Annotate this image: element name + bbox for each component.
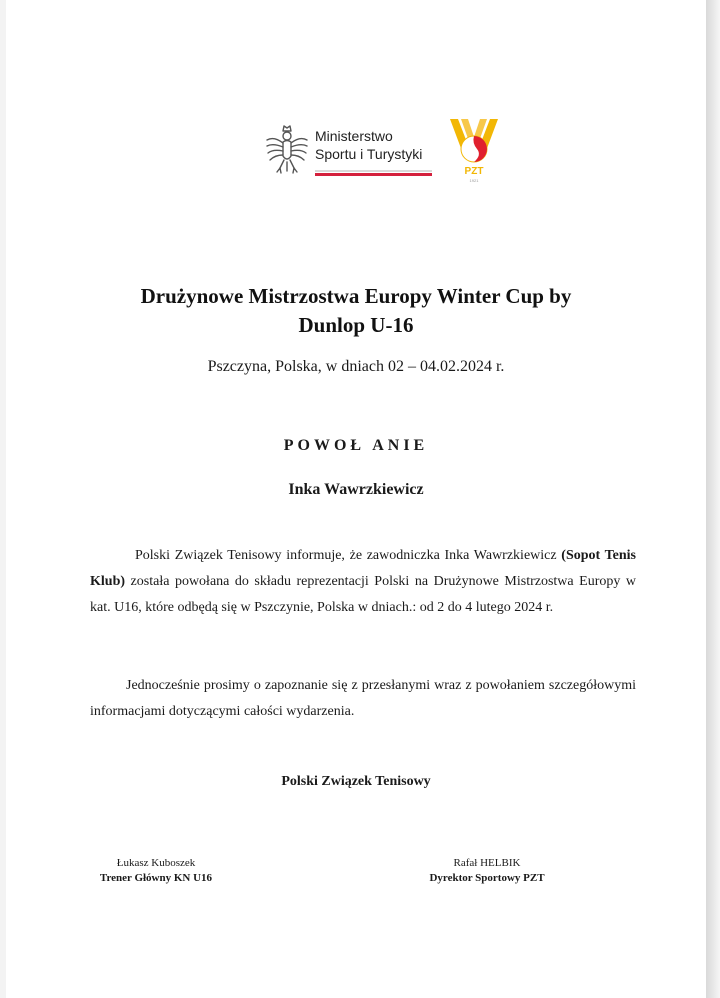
paragraph-info xyxy=(90,673,636,725)
signature-right xyxy=(402,856,572,886)
signature-right-name: Rafał HELBIK xyxy=(453,857,521,869)
paragraph-callup xyxy=(90,543,636,621)
paragraph1-rest: została powołana do składu reprezentacji Polski na Drużynowe Mistrzostwa Europy w kat. U16, które odbędą się w Pszczynie, Polska w dniach.: od 2 do 4 lutego 2024 r. xyxy=(90,574,637,615)
ministry-name xyxy=(315,127,422,163)
signature-right-role: Dyrektor Sportowy PZT xyxy=(429,872,545,884)
organization-name: Polski Związek Tenisowy xyxy=(281,774,431,789)
paragraph2-text: Jednocześnie prosimy o zapoznanie się z przesłanymi wraz z powołaniem szczegółowymi informacjami dotyczącymi całości wydarzenia. xyxy=(90,678,636,719)
signature-left-role: Trener Główny KN U16 xyxy=(99,872,213,884)
title-line-2: Dunlop U-16 xyxy=(298,313,414,337)
signature-left-name: Łukasz Kuboszek xyxy=(116,857,196,869)
paragraph1-start: Polski Związek Tenisowy informuje, że zawodniczka Inka Wawrzkiewicz xyxy=(135,548,557,563)
player-name: Inka Wawrzkiewicz xyxy=(288,481,424,498)
document-heading: POWOŁ ANIE xyxy=(283,437,429,454)
pzt-logo-year: 1921 xyxy=(469,178,479,183)
ministry-name-line1: Ministerstwo xyxy=(315,128,393,144)
pzt-logo-text: PZT xyxy=(464,166,484,177)
ministry-name-line2: Sportu i Turystyki xyxy=(315,146,423,162)
page-edge-shadow xyxy=(706,0,720,998)
pzt-emblem-icon xyxy=(446,115,502,185)
club-name: (Sopot Tenis Klub) xyxy=(90,548,636,589)
polish-eagle-icon xyxy=(264,122,310,176)
signature-left xyxy=(72,856,240,886)
flag-bar xyxy=(315,170,432,177)
title-line-1: Drużynowe Mistrzostwa Europy Winter Cup by xyxy=(140,284,572,308)
event-location-dates: Pszczyna, Polska, w dniach 02 – 04.02.2024 r. xyxy=(207,358,505,375)
pzt-logo xyxy=(446,115,502,185)
document-page xyxy=(6,0,706,998)
ministry-logo xyxy=(264,122,434,182)
document-title xyxy=(66,282,646,340)
header-logos xyxy=(6,112,706,192)
